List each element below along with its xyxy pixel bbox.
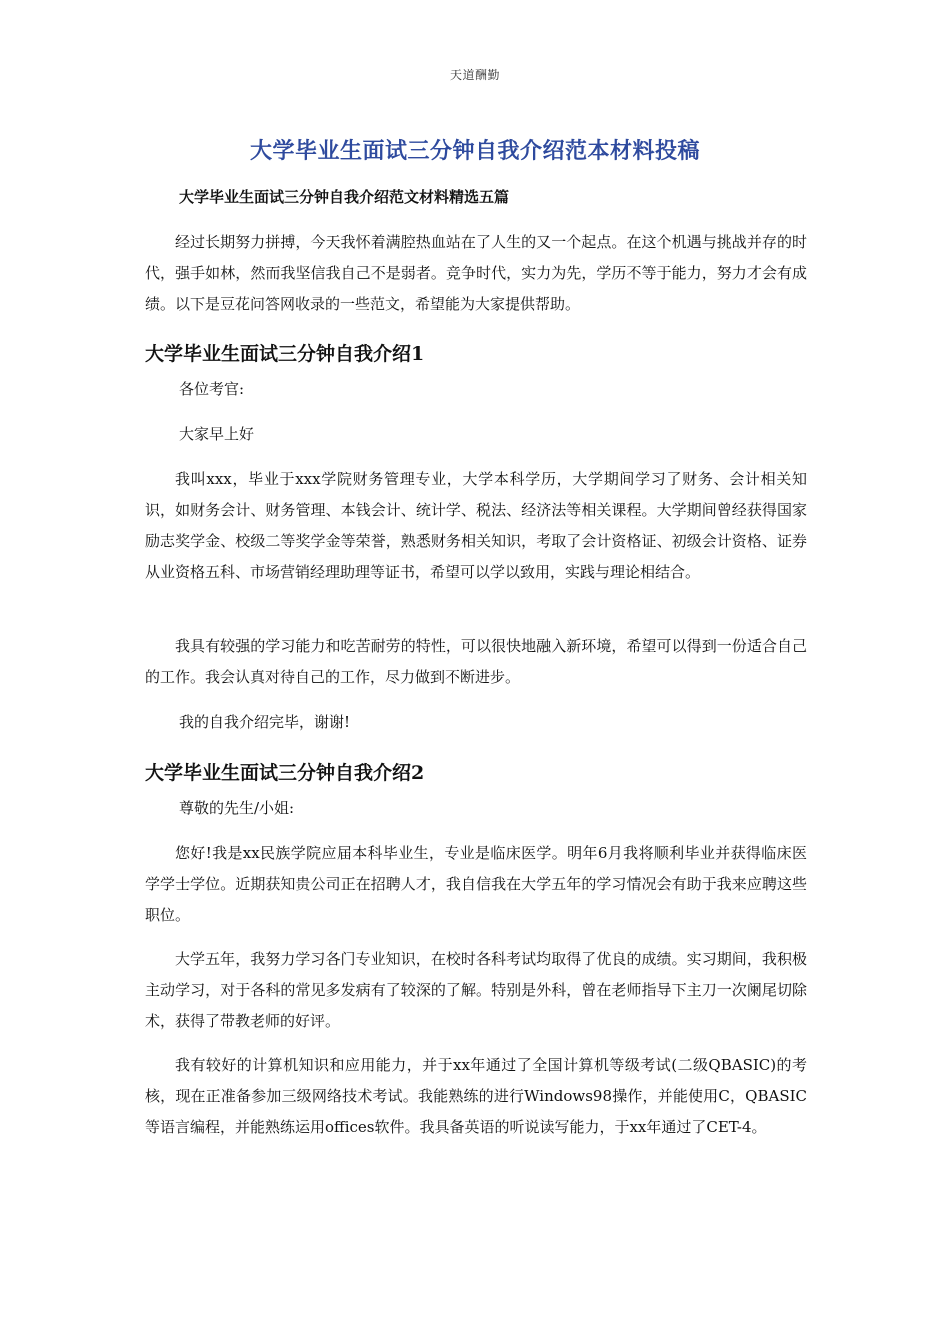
section-2-paragraph-1: 您好!我是xx民族学院应届本科毕业生，专业是临床医学。明年6月我将顺利毕业并获得临床医学学士学位。近期获知贵公司正在招聘人才，我自信我在大学五年的学习情况会有助于我来应聘这些职位。 xyxy=(145,844,807,924)
section-1-greeting2: 大家早上好 xyxy=(179,425,255,443)
section-1-heading: 大学毕业生面试三分钟自我介绍1 xyxy=(145,343,425,365)
document-title: 大学毕业生面试三分钟自我介绍范本材料投稿 xyxy=(249,138,700,164)
section-1-greeting: 各位考官: xyxy=(179,380,245,398)
section-1-paragraph-1: 我叫xxx，毕业于xxx学院财务管理专业，大学本科学历，大学期间学习了财务、会计相关知识，如财务会计、财务管理、本钱会计、统计学、税法、经济法等相关课程。大学期间曾经获得国家励志奖学金、校级二等奖学金等荣誉，熟悉财务相关知识，考取了会计资格证、初级会计资格、证券从业资格五科、市场营销经理助理等证书，希望可以学以致用，实践与理论相结合。 xyxy=(145,470,807,581)
section-1-closing: 我的自我介绍完毕，谢谢! xyxy=(179,713,351,731)
section-2-paragraph-3: 我有较好的计算机知识和应用能力，并于xx年通过了全国计算机等级考试(二级QBASIC)的考核，现在正准备参加三级网络技术考试。我能熟练的进行Windows98操作，并能使用C，QBASIC等语言编程，并能熟练运用offices软件。我具备英语的听说读写能力，于xx年通过了CET-4。 xyxy=(145,1056,807,1136)
page-header: 天道酬勤 xyxy=(449,68,500,82)
section-1-paragraph-2: 我具有较强的学习能力和吃苦耐劳的特性，可以很快地融入新环境，希望可以得到一份适合自己的工作。我会认真对待自己的工作，尽力做到不断进步。 xyxy=(145,637,807,686)
section-2-heading: 大学毕业生面试三分钟自我介绍2 xyxy=(145,762,425,784)
intro-paragraph: 经过长期努力拼搏，今天我怀着满腔热血站在了人生的又一个起点。在这个机遇与挑战并存的时代，强手如林，然而我坚信我自己不是弱者。竞争时代，实力为先，学历不等于能力，努力才会有成绩。以下是豆花问答网收录的一些范文，希望能为大家提供帮助。 xyxy=(145,233,807,313)
section-2-paragraph-2: 大学五年，我努力学习各门专业知识，在校时各科考试均取得了优良的成绩。实习期间，我积极主动学习，对于各科的常见多发病有了较深的了解。特别是外科，曾在老师指导下主刀一次阑尾切除术，获得了带教老师的好评。 xyxy=(145,950,807,1030)
document-subtitle: 大学毕业生面试三分钟自我介绍范文材料精选五篇 xyxy=(179,188,510,206)
section-2-greeting: 尊敬的先生/小姐: xyxy=(179,799,295,817)
